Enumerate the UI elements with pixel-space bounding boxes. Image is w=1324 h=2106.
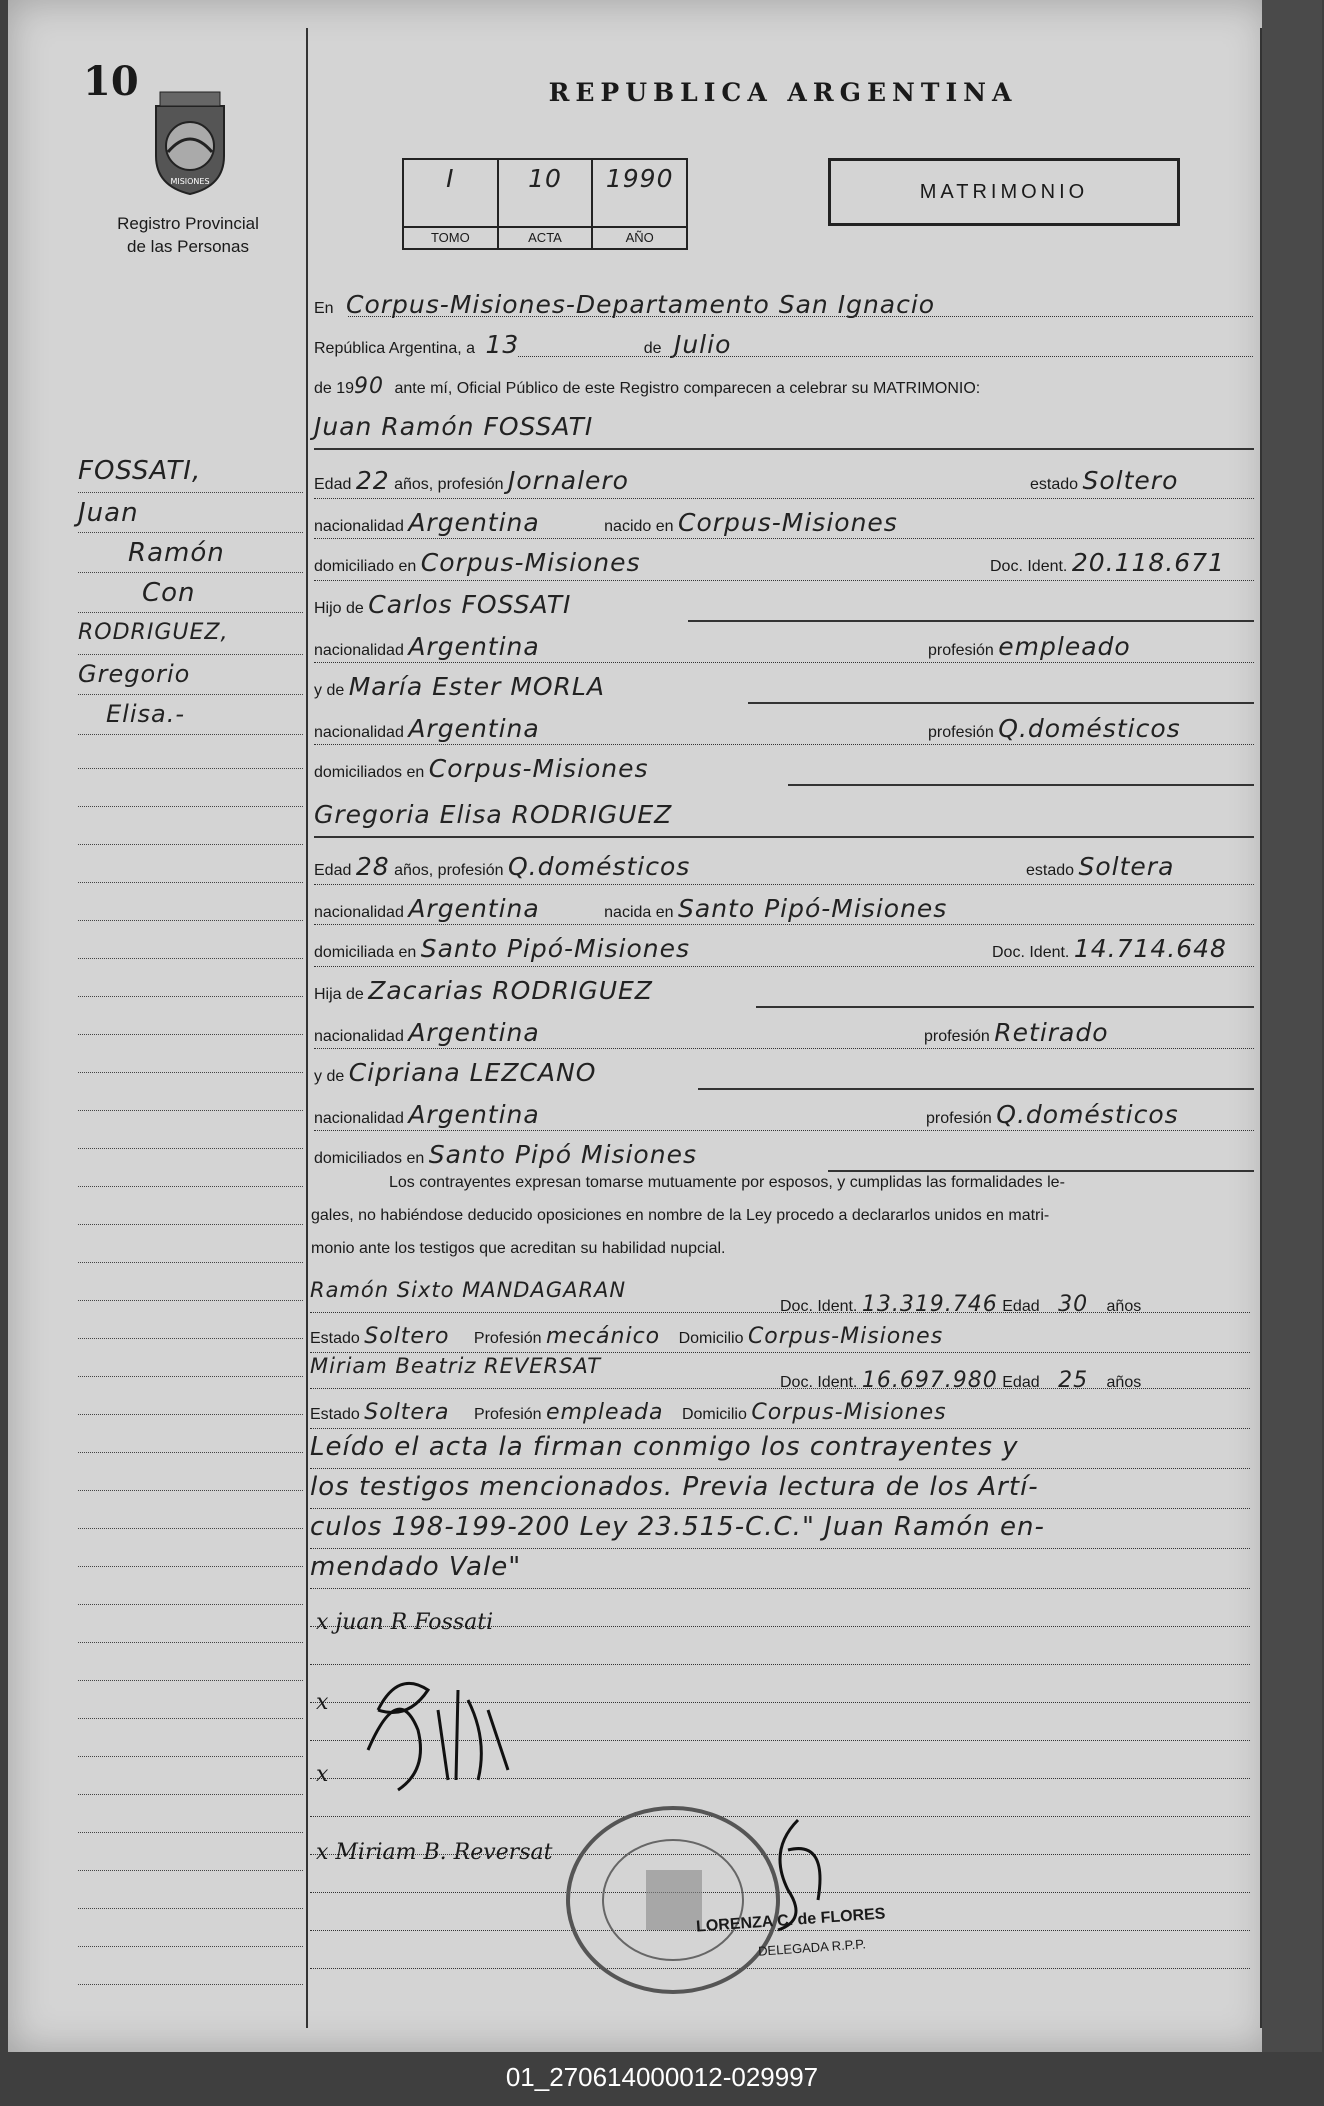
margin-note-3: Ramón: [128, 538, 225, 568]
groom-father-prof: profesión empleado: [928, 632, 1131, 661]
seal-text: MISIONES: [170, 177, 210, 186]
bride-doc: Doc. Ident. 14.714.648: [992, 934, 1227, 963]
bride-age-line: Edad 28 años, profesión Q.domésticos: [314, 852, 691, 881]
witness2-details: Estado Soltera Profesión empleada Domicilio Corpus-Misiones: [310, 1400, 947, 1425]
page-number: 10: [83, 58, 139, 105]
margin-note-1: FOSSATI,: [78, 456, 202, 486]
groom-age: 22: [355, 466, 390, 495]
tomo-label: TOMO: [404, 226, 497, 248]
country-title: REPUBLICA ARGENTINA: [548, 78, 1018, 107]
witness1-name: Ramón Sixto MANDAGARAN: [310, 1278, 627, 1302]
groom-name: Juan Ramón FOSSATI: [314, 412, 594, 441]
page-binding-edge: [1262, 0, 1322, 2052]
acta-label: ACTA: [499, 226, 592, 248]
signature-groom: x juan R Fossati: [316, 1610, 494, 1635]
closing-line-4: mendado Vale": [310, 1552, 522, 1582]
groom-estado: estado Soltero: [1030, 466, 1179, 495]
tomo-value: I: [446, 164, 455, 193]
acta-cell: [499, 160, 594, 248]
year-value: 90: [354, 374, 385, 399]
margin-note-2: Juan: [78, 498, 139, 528]
month-value: Julio: [673, 330, 732, 359]
signature-scribble-icon: [338, 1650, 528, 1800]
bride-parents-dom-line: domiciliados en Santo Pipó Misiones: [314, 1140, 697, 1169]
bride-mother-nat-line: nacionalidad Argentina: [314, 1100, 540, 1129]
signature-witness2: x Miriam B. Reversat: [316, 1840, 553, 1865]
margin-note-4: Con: [142, 578, 196, 608]
registry-name: Registro Provincial de las Personas: [117, 214, 259, 256]
place-line: En Corpus-Misiones-Departamento San Ignacio: [314, 290, 936, 319]
bride-father-nat-line: nacionalidad Argentina: [314, 1018, 540, 1047]
official-name: LORENZA C. de FLORES: [695, 1905, 886, 1936]
bride-mother-line: y de Cipriana LEZCANO: [314, 1058, 597, 1087]
bride-nationality-line: nacionalidad Argentina nacida en Santo Pipó-Misiones: [314, 894, 948, 923]
groom-father-line: Hijo de Carlos FOSSATI: [314, 590, 572, 619]
groom-parents-dom-line: domiciliados en Corpus-Misiones: [314, 754, 649, 783]
ano-value: 1990: [605, 164, 674, 193]
bride-name: Gregoria Elisa RODRIGUEZ: [314, 800, 673, 829]
groom-domicile-line: domiciliado en Corpus-Misiones: [314, 548, 641, 577]
witness1-details: Estado Soltero Profesión mecánico Domicilio Corpus-Misiones: [310, 1324, 944, 1349]
bride-father-line: Hija de Zacarias RODRIGUEZ: [314, 976, 653, 1005]
year-line: de 1990 ante mí, Oficial Público de este Registro comparecen a celebrar su MATRIMONIO:: [314, 374, 981, 399]
witness2-name: Miriam Beatriz REVERSAT: [310, 1354, 602, 1378]
margin-divider: [306, 28, 308, 2028]
margin-note-5: RODRIGUEZ,: [78, 620, 229, 645]
bride-domicile-line: domiciliada en Santo Pipó-Misiones: [314, 934, 691, 963]
official-title: DELEGADA R.P.P.: [757, 1936, 867, 1959]
groom-profession: Jornalero: [507, 466, 629, 495]
margin-note-6: Gregorio: [78, 660, 191, 688]
document-type: MATRIMONIO: [828, 158, 1180, 226]
groom-nationality-line: nacionalidad Argentina nacido en Corpus-Misiones: [314, 508, 898, 537]
groom-mother-nat-line: nacionalidad Argentina: [314, 714, 540, 743]
bride-mother-prof: profesión Q.domésticos: [926, 1100, 1179, 1129]
bride-estado: estado Soltera: [1026, 852, 1175, 881]
witness2-doc: Doc. Ident. 16.697.980 Edad 25 años: [780, 1368, 1142, 1393]
groom-age-line: Edad 22 años, profesión Jornalero: [314, 466, 629, 495]
ano-label: AÑO: [593, 226, 686, 248]
place-value: Corpus-Misiones-Departamento San Ignacio: [346, 290, 936, 319]
misiones-seal-icon: [146, 86, 234, 196]
closing-line-1: Leído el acta la firman conmigo los contrayentes y: [310, 1432, 1019, 1462]
witness1-doc: Doc. Ident. 13.319.746 Edad 30 años: [780, 1292, 1142, 1317]
signature-bride-mark: x: [316, 1690, 329, 1715]
groom-birthplace: Corpus-Misiones: [678, 508, 898, 537]
tomo-cell: [404, 160, 499, 248]
register-page: [8, 0, 1270, 2052]
groom-mother-prof: profesión Q.domésticos: [928, 714, 1181, 743]
acta-box: [402, 158, 688, 250]
groom-father-nat-line: nacionalidad Argentina: [314, 632, 540, 661]
day-value: 13: [485, 330, 520, 359]
image-id-footer: 01_270614000012-029997: [505, 2062, 819, 2092]
bride-father-prof: profesión Retirado: [924, 1018, 1109, 1047]
acta-value: 10: [528, 164, 562, 193]
legal-text: Los contrayentes expresan tomarse mutuamente por esposos, y cumplidas las formalidades le- gales, no habiéndose deducido oposiciones en nombre de la Ley procedo a declararlos unidos en matri- monio ante los testigos que acreditan su habilidad nupcial.: [311, 1174, 1065, 1257]
date-line: República Argentina, a 13 de Julio: [314, 330, 732, 359]
signature-witness1-mark: x: [316, 1762, 329, 1787]
closing-line-2: los testigos mencionados. Previa lectura de los Artí-: [310, 1472, 1039, 1502]
groom-doc: Doc. Ident. 20.118.671: [990, 548, 1225, 577]
margin-note-7: Elisa.-: [106, 700, 185, 728]
ano-cell: [593, 160, 686, 248]
groom-mother-line: y de María Ester MORLA: [314, 672, 605, 701]
closing-line-3: culos 198-199-200 Ley 23.515-C.C." Juan Ramón en-: [310, 1512, 1045, 1542]
